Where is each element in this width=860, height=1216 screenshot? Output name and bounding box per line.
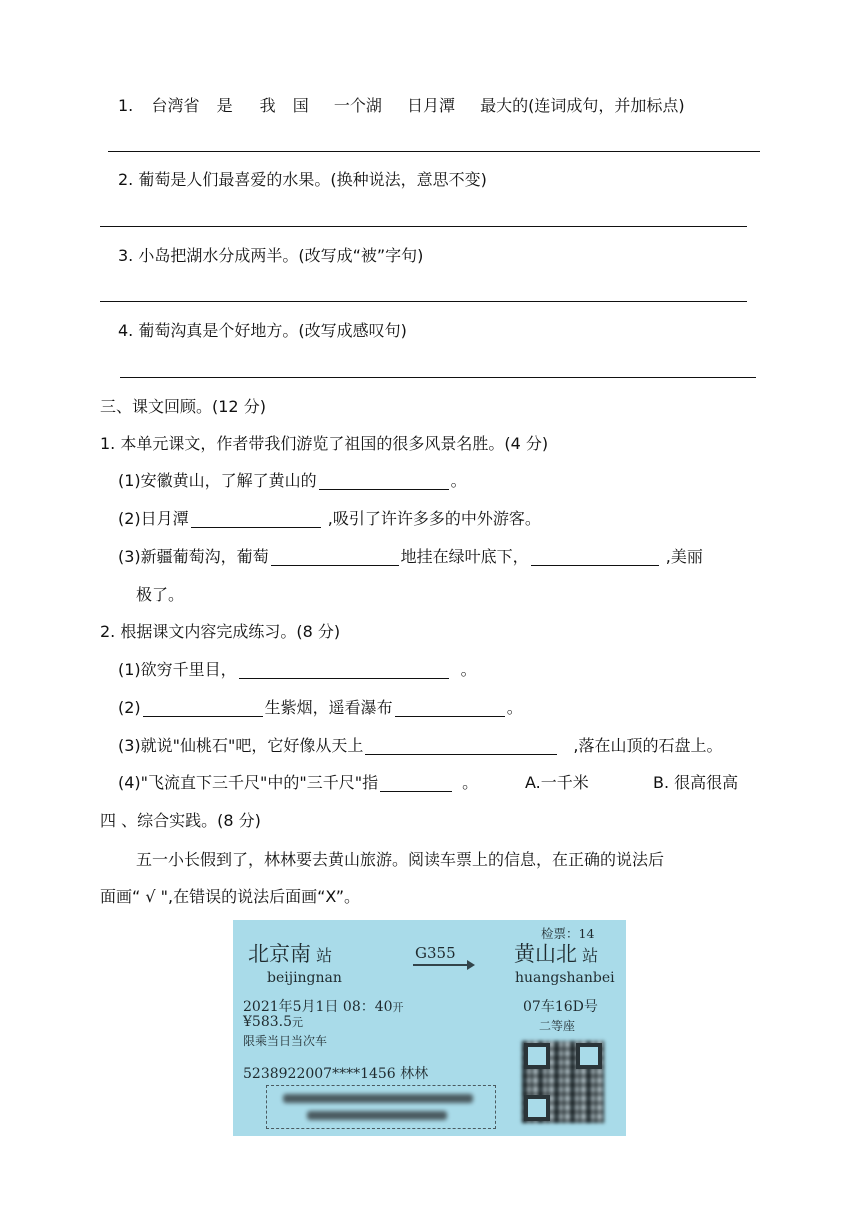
q1-answer-line[interactable] xyxy=(108,151,760,152)
ticket-passenger xyxy=(243,1063,428,1083)
s3-q1-item1-text: (1)安徽黄山，了解了黄山的 xyxy=(118,471,317,490)
q1-word-3: 我 xyxy=(259,96,276,115)
q3-answer-line[interactable] xyxy=(100,301,747,302)
s3-q2-item2-blank-2[interactable] xyxy=(395,698,505,717)
s3-q1-item3-text: (3)新疆葡萄沟，葡萄 xyxy=(118,547,269,566)
s3-q1-title: 1. 本单元课文，作者带我们游览了祖国的很多风景名胜。(4 分) xyxy=(100,434,549,453)
s3-q1-item2 xyxy=(118,508,541,530)
s3-q1-item3-cont: 极了。 xyxy=(136,585,185,604)
s3-q1-item1-suffix: 。 xyxy=(450,471,467,490)
ticket-seat: 07车16D号 xyxy=(523,999,598,1015)
s3-q2-item1-blank[interactable] xyxy=(239,660,449,679)
ticket-price-unit: 元 xyxy=(292,1016,303,1029)
s3-q2-item2-text: (2) xyxy=(118,698,141,717)
s3-q2-item2 xyxy=(118,697,523,719)
s3-q2-item4-blank[interactable] xyxy=(380,773,452,792)
q4-text: 4. 葡萄沟真是个好地方。(改写成感叹句) xyxy=(118,321,407,340)
ticket-to-pinyin: huangshanbei xyxy=(515,970,615,986)
s3-q2-item3-suffix: ,落在山顶的石盘上。 xyxy=(573,736,723,755)
arrow-right-icon xyxy=(413,964,473,966)
section3-heading: 三、课文回顾。(12 分) xyxy=(100,397,266,416)
ticket-train-number: G355 xyxy=(415,944,456,962)
q1-word-1: 台湾省 xyxy=(151,96,200,115)
train-ticket xyxy=(233,920,626,1136)
q1-number: 1. xyxy=(118,96,134,115)
s3-q2-item4-suffix: 。 xyxy=(462,773,479,792)
s3-q1-item2-blank[interactable] xyxy=(191,509,321,528)
s3-q2-item4 xyxy=(118,772,478,794)
s3-q2-title: 2. 根据课文内容完成练习。(8 分) xyxy=(100,622,341,641)
q4-answer-line[interactable] xyxy=(120,377,756,378)
ticket-passenger-name: 林林 xyxy=(400,1066,429,1082)
q1-instruction: (连词成句，并加标点) xyxy=(528,96,685,115)
s3-q1-item3 xyxy=(118,546,703,568)
s3-q1-item3-blank-2[interactable] xyxy=(531,547,659,566)
s3-q1-item3-suffix: ,美丽 xyxy=(660,547,703,566)
s3-q2-option-a[interactable]: A.一千米 xyxy=(525,773,589,792)
qr-corner-bottom-left xyxy=(524,1095,550,1121)
q2-answer-line[interactable] xyxy=(100,226,747,227)
s3-q2-item2-mid: 生紫烟，遥看瀑布 xyxy=(264,698,393,717)
ticket-to-station: 黄山北 xyxy=(514,942,577,966)
ticket-from-station: 北京南 xyxy=(248,942,311,966)
ticket-blurred-notice xyxy=(266,1085,496,1129)
ticket-from-suffix: 站 xyxy=(316,946,333,965)
q1-word-4: 国 xyxy=(292,96,309,115)
q1-word-6: 日月潭 xyxy=(407,96,456,115)
qr-corner-top-right xyxy=(576,1043,602,1069)
s3-q1-item3-mid: 地挂在绿叶底下， xyxy=(400,547,529,566)
ticket-from-pinyin: beijingnan xyxy=(267,970,342,986)
s3-q2-item2-blank-1[interactable] xyxy=(143,698,263,717)
ticket-date: 2021年5月1日 xyxy=(243,999,339,1015)
ticket-depart-suffix: 开 xyxy=(392,1001,404,1014)
s3-q1-item2-suffix: ,吸引了许许多多的中外游客。 xyxy=(322,509,541,528)
ticket-check: 检票：14 xyxy=(541,926,595,941)
s3-q2-item1-text: (1)欲穷千里目， xyxy=(118,660,237,679)
ticket-to-suffix: 站 xyxy=(582,946,599,965)
ticket-to xyxy=(514,938,598,968)
section4-para-2: 面画“ √ ",在错误的说法后面画“X”。 xyxy=(100,887,360,906)
s3-q1-item2-text: (2)日月潭 xyxy=(118,509,189,528)
s3-q2-item4-text: (4)"飞流直下三千尺"中的"三千尺"指 xyxy=(118,773,379,792)
s3-q2-item2-suffix: 。 xyxy=(506,698,523,717)
s3-q1-item3-blank-1[interactable] xyxy=(271,547,399,566)
s3-q2-item1 xyxy=(118,659,477,681)
s3-q2-item1-suffix: 。 xyxy=(460,660,477,679)
q1-word-2: 是 xyxy=(216,96,233,115)
ticket-datetime xyxy=(243,996,404,1016)
ticket-note: 限乘当日当次车 xyxy=(243,1034,328,1048)
s3-q1-item1-blank[interactable] xyxy=(319,471,449,490)
ticket-price xyxy=(243,1014,303,1030)
ticket-passenger-id: 5238922007****1456 xyxy=(243,1066,396,1082)
s3-q2-item3-text: (3)就说"仙桃石"吧，它好像从天上 xyxy=(118,736,364,755)
s3-q1-item1 xyxy=(118,470,467,492)
ticket-time: 08：40 xyxy=(342,999,393,1015)
ticket-class: 二等座 xyxy=(539,1019,576,1033)
q1-word-5: 一个湖 xyxy=(333,96,382,115)
section4-para-1: 五一小长假到了，林林要去黄山旅游。阅读车票上的信息，在正确的说法后 xyxy=(136,850,665,869)
q3-text: 3. 小岛把湖水分成两半。(改写成“被”字句) xyxy=(118,246,424,265)
s3-q2-item3 xyxy=(118,735,722,757)
q1-word-7: 最大的 xyxy=(480,96,529,115)
section4-heading: 四 、综合实践。(8 分) xyxy=(100,811,261,830)
qr-corner-top-left xyxy=(524,1043,550,1069)
q2-text: 2. 葡萄是人们最喜爱的水果。(换种说法，意思不变) xyxy=(118,170,487,189)
q1-line xyxy=(118,95,685,117)
s3-q2-item3-blank[interactable] xyxy=(365,736,557,755)
ticket-from xyxy=(248,938,332,968)
ticket-price-value: ¥583.5 xyxy=(243,1014,292,1030)
s3-q2-option-b[interactable]: B. 很高很高 xyxy=(653,773,739,792)
